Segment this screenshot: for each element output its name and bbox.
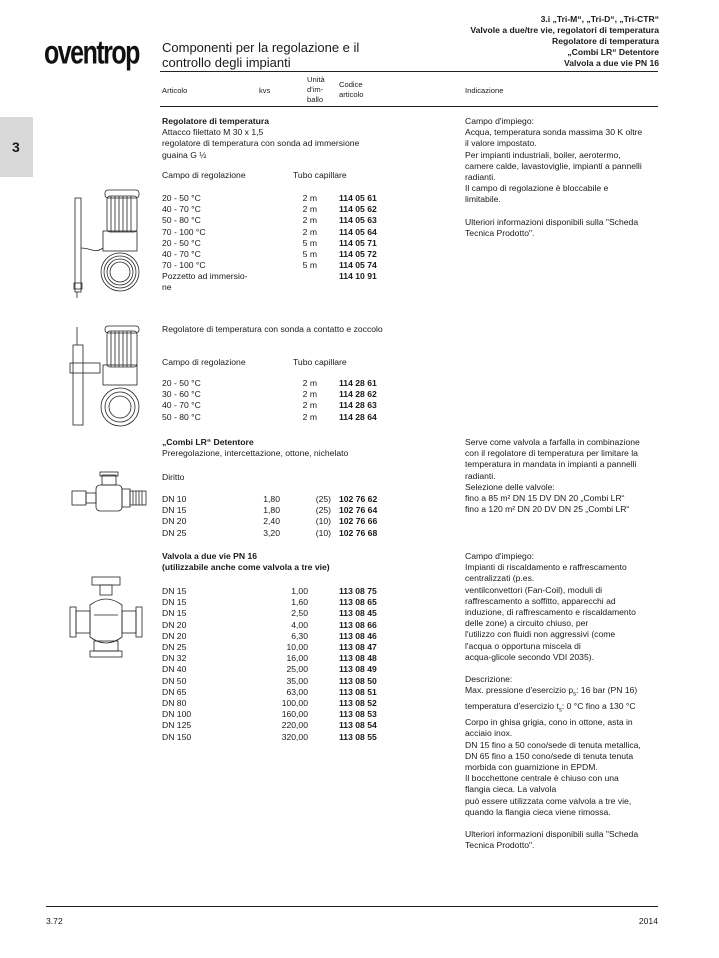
s4-row-kvs: 100,00 [281,698,308,708]
s1-row-tube: 2 m [302,215,317,226]
s2-row-range: 40 - 70 °C [162,400,201,411]
s1-info-line: Acqua, temperatura sonda massima 30 K oltre [465,127,643,138]
s1-tube-header: Tubo capillare [293,170,347,180]
temperature-value: : 0 °C fino a 130 °C [561,701,636,712]
s4-row-dn: DN 15 [162,608,187,619]
s4-row-dn: DN 15 [162,586,187,596]
s1-text [162,116,452,161]
s2-row-tube: 2 m [302,389,317,400]
s1-info-line: Per impianti industriali, boiler, aerotermo, [465,149,621,160]
section-tab-number: 3 [12,139,20,155]
s4-info-line: Impianti di riscaldamento e raffrescamento [465,562,627,573]
s1-row-code: 114 05 64 [339,226,377,237]
s4-info-line: centralizzati (p.es. [465,573,535,584]
s4-info-line: Descrizione: [465,674,513,685]
s3-row-code: 102 76 68 [339,527,378,538]
thermostat-immersion-image [65,188,155,300]
s1-row-code: 114 05 71 [339,237,377,248]
s4-info-line: può essere utilizzata come valvola a tre vie, [465,795,632,806]
s3-row-dn: DN 20 [162,516,187,527]
s1-info-line [465,206,665,217]
s3-row-code: 102 76 64 [339,505,378,516]
s1-desc-line: Attacco filettato M 30 x 1,5 [162,127,264,138]
s1-info-line: Il campo di regolazione è bloccabile e [465,183,609,194]
s3-info-line: fino a 85 m² DN 15 DV DN 20 „Combi LR“ [465,493,625,504]
s1-row-code: 114 05 72 [339,249,377,259]
s1-row-range: 20 - 50 °C [162,237,201,248]
s4-info [465,551,675,852]
s4-row-code: 113 08 75 [339,586,377,596]
header-right-block [470,14,659,69]
s4-row-kvs: 1,60 [291,597,308,608]
s3-sub: Diritto [162,472,185,482]
s4-row-code: 113 08 49 [339,664,377,675]
s2-row-range: 20 - 50 °C [162,378,201,388]
s3-row-dn: DN 10 [162,494,187,504]
col-indicazione: Indicazione [465,86,504,95]
s4-row-dn: DN 125 [162,720,192,731]
footer-year: 2014 [638,916,658,926]
s1-row-tube: 2 m [302,193,317,203]
s1-row-code: 114 05 61 [339,193,377,203]
s3-info [465,437,665,515]
document-title: Componenti per la regolazione e il controllo degli impianti [162,40,360,70]
s3-row-kvs: 1,80 [263,494,280,504]
s3-info-line: con il regolatore di temperatura per limitare la [465,448,638,459]
s4-row-code: 113 08 65 [339,597,377,608]
s1-info-line: limitabile. [465,194,501,205]
col-unita [307,75,325,105]
s2-range-header: Campo di regolazione [162,357,246,367]
s4-title-line: (utilizzabile anche come valvola a tre vie) [162,562,330,573]
s4-row-dn: DN 25 [162,642,187,652]
s2-row-code: 114 28 61 [339,378,377,388]
s4-pressure [465,685,675,701]
s1-row-range: 40 - 70 °C [162,204,201,215]
s2-row-range: 30 - 60 °C [162,389,201,400]
s4-row-kvs: 10,00 [286,642,308,652]
s4-info-line: Corpo in ghisa grigia, cono in ottone, asta in [465,717,633,728]
s4-info-line: quando la flangia cieca viene rimossa. [465,806,611,817]
s1-info-line: radianti. [465,172,496,183]
s4-info-b [465,717,675,851]
s3-info-line: temperatura in mandata in impianti a pannelli [465,459,637,470]
s1-row-tube: 2 m [302,204,317,215]
s3-row-dn: DN 25 [162,527,187,538]
s3-row-kvs: 3,20 [263,527,280,538]
s4-info-line [465,663,675,674]
two-way-valve-image [64,575,156,671]
s3-row-kvs: 2,40 [263,516,280,527]
col-articolo: Articolo [162,86,188,95]
s1-info-line: Ulteriori informazioni disponibili sulla "Scheda [465,216,639,227]
s1-row-tube: 5 m [302,260,317,271]
header-line: Regolatore di temperatura [552,36,659,46]
s1-row-range: 20 - 50 °C [162,193,201,203]
s4-info-line: morbida con guarnizione in EPDM. [465,762,598,773]
s4-row-kvs: 6,30 [291,630,308,641]
s4-row-kvs: 35,00 [286,675,308,686]
s3-desc: Preregolazione, intercettazione, ottone, nichelato [162,448,349,459]
s4-row-code: 113 08 54 [339,720,377,731]
s4-row-kvs: 63,00 [286,686,308,697]
s1-row-range: 70 - 100 °C [162,260,206,271]
s2-row-tube: 2 m [302,411,317,422]
s4-row-kvs: 25,00 [286,664,308,675]
s4-info-line: l'utilizzo con fluidi non aggressivi (come [465,629,616,640]
s4-info-line: acqua-glicole secondo VDI 2035). [465,651,594,662]
s1-info-line: Campo d'impiego: [465,116,534,126]
s4-row-code: 113 08 46 [339,630,377,641]
s2-row-tube: 2 m [302,378,317,388]
s2-row-code: 114 28 64 [339,411,377,422]
s1-pozzetto-line: ne [162,282,172,293]
header-line: „Combi LR“ Detentore [567,47,659,57]
section-tab[interactable] [0,117,33,177]
s4-info-line: DN 65 fino a 150 cono/sede di tenuta tenuta [465,750,634,761]
s4-title-line: Valvola a due vie PN 16 [162,551,258,561]
s2-row-code: 114 28 63 [339,400,377,411]
s4-info-line: DN 15 fino a 50 cono/sede di tenuta metallica, [465,739,641,750]
s4-row-code: 113 08 55 [339,731,377,742]
s4-info-line: delle zone) a circuito chiuso, per [465,618,589,629]
s4-row-code: 113 08 50 [339,675,377,686]
s4-row-dn: DN 32 [162,653,187,664]
combi-lr-valve-image [68,471,152,521]
s4-info-line: induzione, di raffrescamento e riscaldamento [465,607,636,618]
temperature-label: temperatura d'esercizio t [465,701,559,712]
s4-info-line: raffrescamento a soffitto, apparecchi ad [465,595,616,606]
col-unita-line: ballo [307,95,324,104]
columns-divider [160,106,658,107]
s4-row-kvs: 1,00 [291,586,308,596]
pressure-label: Max. pressione d'esercizio p [465,685,574,696]
s4-row-kvs: 16,00 [286,653,308,664]
header-line: 3.i „Tri-M“, „Tri-D“, „Tri-CTR“ [540,14,659,24]
header-line: Valvola a due vie PN 16 [563,58,659,68]
s1-row-range: 50 - 80 °C [162,215,201,226]
s4-row-code: 113 08 53 [339,709,377,720]
s4-row-dn: DN 20 [162,630,187,641]
s3-text [162,437,452,459]
s4-row-code: 113 08 52 [339,698,377,708]
s1-row-tube: 5 m [302,237,317,248]
page-number: 3.72 [46,916,63,926]
pressure-value: : 16 bar (PN 16) [576,685,638,696]
s4-row-code: 113 08 47 [339,642,377,652]
s3-row-kvs: 1,80 [263,505,280,516]
s3-info-line: Selezione delle valvole: [465,481,555,492]
s4-info-line: flangia cieca. La valvola [465,784,557,795]
s4-info-a [465,551,675,685]
s4-row-kvs: 2,50 [291,608,308,619]
col-codice-line: Codice [339,80,363,89]
temperature-sub: s [558,708,562,715]
s1-row-range: 70 - 100 °C [162,226,206,237]
s1-info-line: il valore impostato. [465,138,537,149]
s4-row-code: 113 08 48 [339,653,377,664]
s1-info-line: Tecnica Prodotto". [465,228,535,239]
s1-row-code: 114 05 74 [339,260,377,271]
s1-desc-line: guaina G ½ [162,149,207,160]
s4-row-code: 113 08 51 [339,686,377,697]
s4-row-dn: DN 80 [162,698,187,708]
header-line: Valvole a due/tre vie, regolatori di temperatura [470,25,659,35]
s1-title: Regolatore di temperatura [162,116,269,126]
s2-row-range: 50 - 80 °C [162,411,201,422]
s4-row-kvs: 320,00 [281,731,308,742]
s3-row-pack: (25) [315,494,331,504]
header-divider [160,71,658,72]
s4-info-line [465,818,675,829]
s4-info-line: Tecnica Prodotto". [465,840,535,851]
s1-row-code: 114 05 62 [339,204,377,215]
s3-row-dn: DN 15 [162,505,187,516]
s1-desc-line: regolatore di temperatura con sonda ad immersione [162,138,360,149]
s4-info-line: Il bocchettone centrale è chiuso con una [465,773,619,784]
col-codice [339,80,363,100]
s1-row-range: 40 - 70 °C [162,249,201,259]
s3-row-code: 102 76 66 [339,516,378,527]
s4-title [162,551,452,573]
s2-row-tube: 2 m [302,400,317,411]
col-unita-line: d'im- [307,85,324,94]
s1-row-tube: 5 m [302,249,317,259]
s4-row-dn: DN 20 [162,619,187,630]
s4-row-dn: DN 50 [162,675,187,686]
s1-info-line: camere calde, lavastoviglie, impianti a pannelli [465,160,642,171]
s4-row-kvs: 4,00 [291,619,308,630]
s4-row-dn: DN 65 [162,686,187,697]
s3-info-line: Serve come valvola a farfalla in combinazione [465,437,640,447]
s4-row-kvs: 220,00 [281,720,308,731]
footer-divider [46,906,658,907]
s1-row-tube: 2 m [302,226,317,237]
s1-pozzetto-code: 114 10 91 [339,271,377,281]
s3-row-code: 102 76 62 [339,494,378,504]
s4-row-dn: DN 40 [162,664,187,675]
s2-tube-header: Tubo capillare [293,357,347,367]
s4-row-code: 113 08 45 [339,608,377,619]
col-codice-line: articolo [339,90,364,99]
col-kvs: kvs [259,86,271,95]
s3-row-pack: (25) [315,505,331,516]
s1-info [465,116,665,239]
s1-pozzetto-line: Pozzetto ad immersio- [162,271,248,281]
s4-info-line: ventilconvettori (Fan-Coil), moduli di [465,584,603,595]
thermostat-contact-image [65,325,155,433]
brand-logo: oventrop [44,34,139,72]
s3-row-pack: (10) [315,516,331,527]
s4-info-line: acciaio inox. [465,728,513,739]
pressure-sub: s [573,692,577,699]
s3-info-line: radianti. [465,470,496,481]
s4-info-line: l'acqua o opportuna miscela di [465,640,581,651]
s2-row-code: 114 28 62 [339,389,377,400]
s4-temperature [465,701,675,717]
s1-pozzetto [162,271,248,293]
s3-title: „Combi LR“ Detentore [162,437,254,447]
s4-info-line: Ulteriori informazioni disponibili sulla "Scheda [465,829,639,840]
s3-row-pack: (10) [315,527,331,538]
s2-desc: Regolatore di temperatura con sonda a contatto e zoccolo [162,324,383,334]
s1-range-header: Campo di regolazione [162,170,246,180]
s4-row-dn: DN 100 [162,709,192,720]
col-unita-line: Unità [307,75,325,84]
s4-row-code: 113 08 66 [339,619,377,630]
s4-row-dn: DN 150 [162,731,192,742]
s4-info-line: Campo d'impiego: [465,551,534,561]
s3-info-line: fino a 120 m² DN 20 DV DN 25 „Combi LR“ [465,504,630,515]
s4-row-dn: DN 15 [162,597,187,608]
s1-row-code: 114 05 63 [339,215,377,226]
s4-row-kvs: 160,00 [281,709,308,720]
